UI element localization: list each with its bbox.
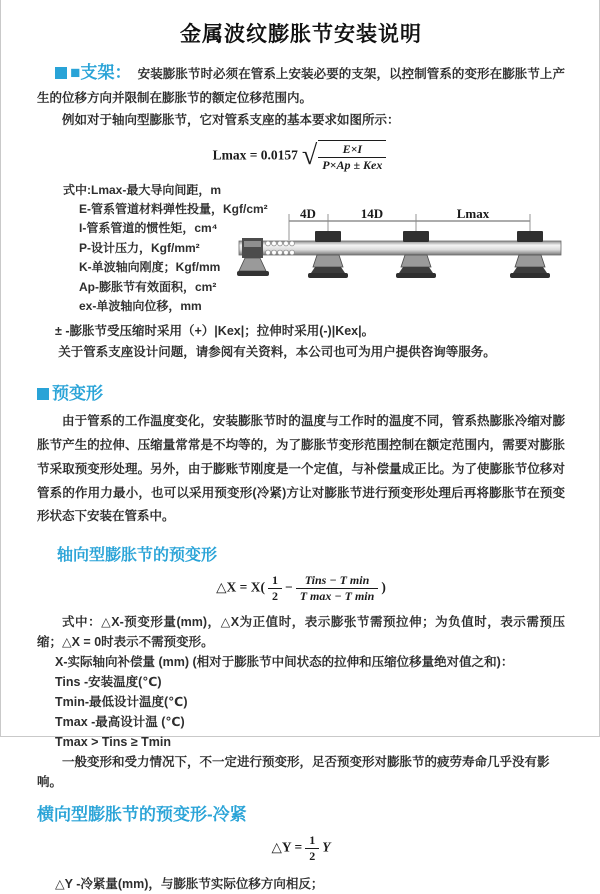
axial-subsection-heading: 轴向型膨胀节的预变形	[57, 547, 218, 564]
consult-note: 关于管系支座设计问题，请参阅有关资料，本公司也可为用户提供咨询等服务。	[58, 345, 496, 360]
definition-line: ex-单波轴向位移，mm	[79, 299, 202, 314]
predeform-heading-label: 预变形	[52, 384, 103, 404]
one-half-fraction: $\frac{1}{2}$	[268, 573, 282, 604]
definition-line: Ap-膨胀节有效面积，cm²	[79, 279, 217, 294]
axial-note: Tins -安装温度(℃)	[55, 675, 162, 689]
lmax-fraction-denominator: P×Ap ± Kex	[322, 157, 383, 172]
dimension-label-4d: 4D	[300, 205, 316, 221]
lateral-note: △Y -冷紧量(mm)，与膨胀节实际位移方向相反；	[55, 877, 324, 891]
lateral-subsection-heading: 横向型膨胀节的预变形-冷紧	[37, 805, 247, 824]
definition-line: 式中:Lmax-最大导向间距，m	[63, 182, 222, 197]
support-section-heading	[55, 63, 132, 82]
page-title: 金属波纹膨胀节安装说明	[180, 23, 422, 46]
axial-note: Tmax > Tins ≥ Tmin	[55, 735, 172, 749]
plus-minus-note: ± -膨胀节受压缩时采用（+）|Kex|；拉伸时采用(-)|Kex|。	[55, 323, 375, 338]
axial-note: Tmax -最高设计温 (℃)	[55, 715, 185, 729]
axial-formula	[37, 573, 565, 604]
axial-note: 式中：△X-预变形量(mm)，△X为正值时，表示膨张节需预拉伸；为负值时，表示需预压缩；△X = 0时表示不需预变形。	[37, 615, 565, 649]
pipe-support-spacing-diagram	[237, 205, 567, 297]
definition-line: P-设计压力，Kgf/mm²	[79, 240, 200, 255]
temperature-fraction: $\frac{\text{Tins − T min}}{\text{T max − T min}}$	[296, 573, 379, 604]
definitions-and-diagram	[37, 181, 565, 321]
one-half-fraction: $\frac{1}{2}$	[305, 833, 319, 864]
axial-note: X-实际轴向补偿量 (mm) (相对于膨胀节中间状态的拉伸和压缩位移量绝对值之和)：	[55, 655, 514, 669]
axial-formula-close: )	[381, 579, 386, 595]
sqrt-radical-sign: √	[301, 140, 318, 171]
blue-square-icon	[37, 388, 49, 400]
definition-line: I-管系管道的惯性矩，cm⁴	[79, 221, 218, 236]
lateral-formula-lhs: △Y =	[271, 839, 303, 855]
axial-formula-lhs: △X = X(	[216, 579, 265, 595]
lmax-formula-prefix: Lmax = 0.0157	[212, 147, 298, 163]
lmax-fraction-numerator: E×I	[318, 142, 386, 158]
predeform-section-heading	[37, 379, 565, 404]
support-heading-label: ■支架：	[70, 63, 132, 82]
lateral-formula	[37, 833, 565, 864]
support-example-line: 例如对于轴向型膨胀节，它对管系支座的基本要求如图所示：	[62, 112, 400, 127]
dimension-label-14d: 14D	[360, 205, 384, 221]
support-intro-paragraph	[37, 58, 565, 110]
definition-line: E-管系管道材料弹性投量，Kgf/cm²	[79, 201, 268, 216]
support-intro-text: 安装膨胀节时必须在管系上安装必要的支架，以控制管系的变形在膨胀节上产生的位移方向并限制在膨胀节的额定位移范围内。	[37, 67, 565, 105]
lmax-formula-fraction	[318, 140, 386, 173]
predeform-body: 由于管系的工作温度变化，安装膨胀节时的温度与工作时的温度不同，管系热膨胀冷缩对膨胀节产生的拉伸、压缩量常常是不均等的，为了膨胀节变形范围控制在额定范围内，需要对膨胀节采取预变形处理。另外，由于膨账节刚度是一个定值，与补偿量成正比。为了使膨胀节位移对管系的作用力最小，也可以采用预变形(冷紧)方让对膨胀节进行预变形处理后再将膨胀节在预变形状态下安装在管系中。	[37, 414, 565, 524]
minus-operator: −	[285, 579, 293, 595]
axial-note: Tmin-最低设计温度(℃)	[55, 695, 188, 709]
lateral-formula-rhs: Y	[322, 839, 331, 855]
definition-line: K-单波轴向刚度；Kgf/mm	[79, 260, 221, 275]
axial-note: 一般变形和受力情况下，不一定进行预变形，足否预变形对膨胀节的疲劳寿命几乎没有影响。	[37, 755, 550, 789]
dimension-label-lmax: Lmax	[456, 205, 490, 221]
lmax-formula	[37, 140, 565, 173]
